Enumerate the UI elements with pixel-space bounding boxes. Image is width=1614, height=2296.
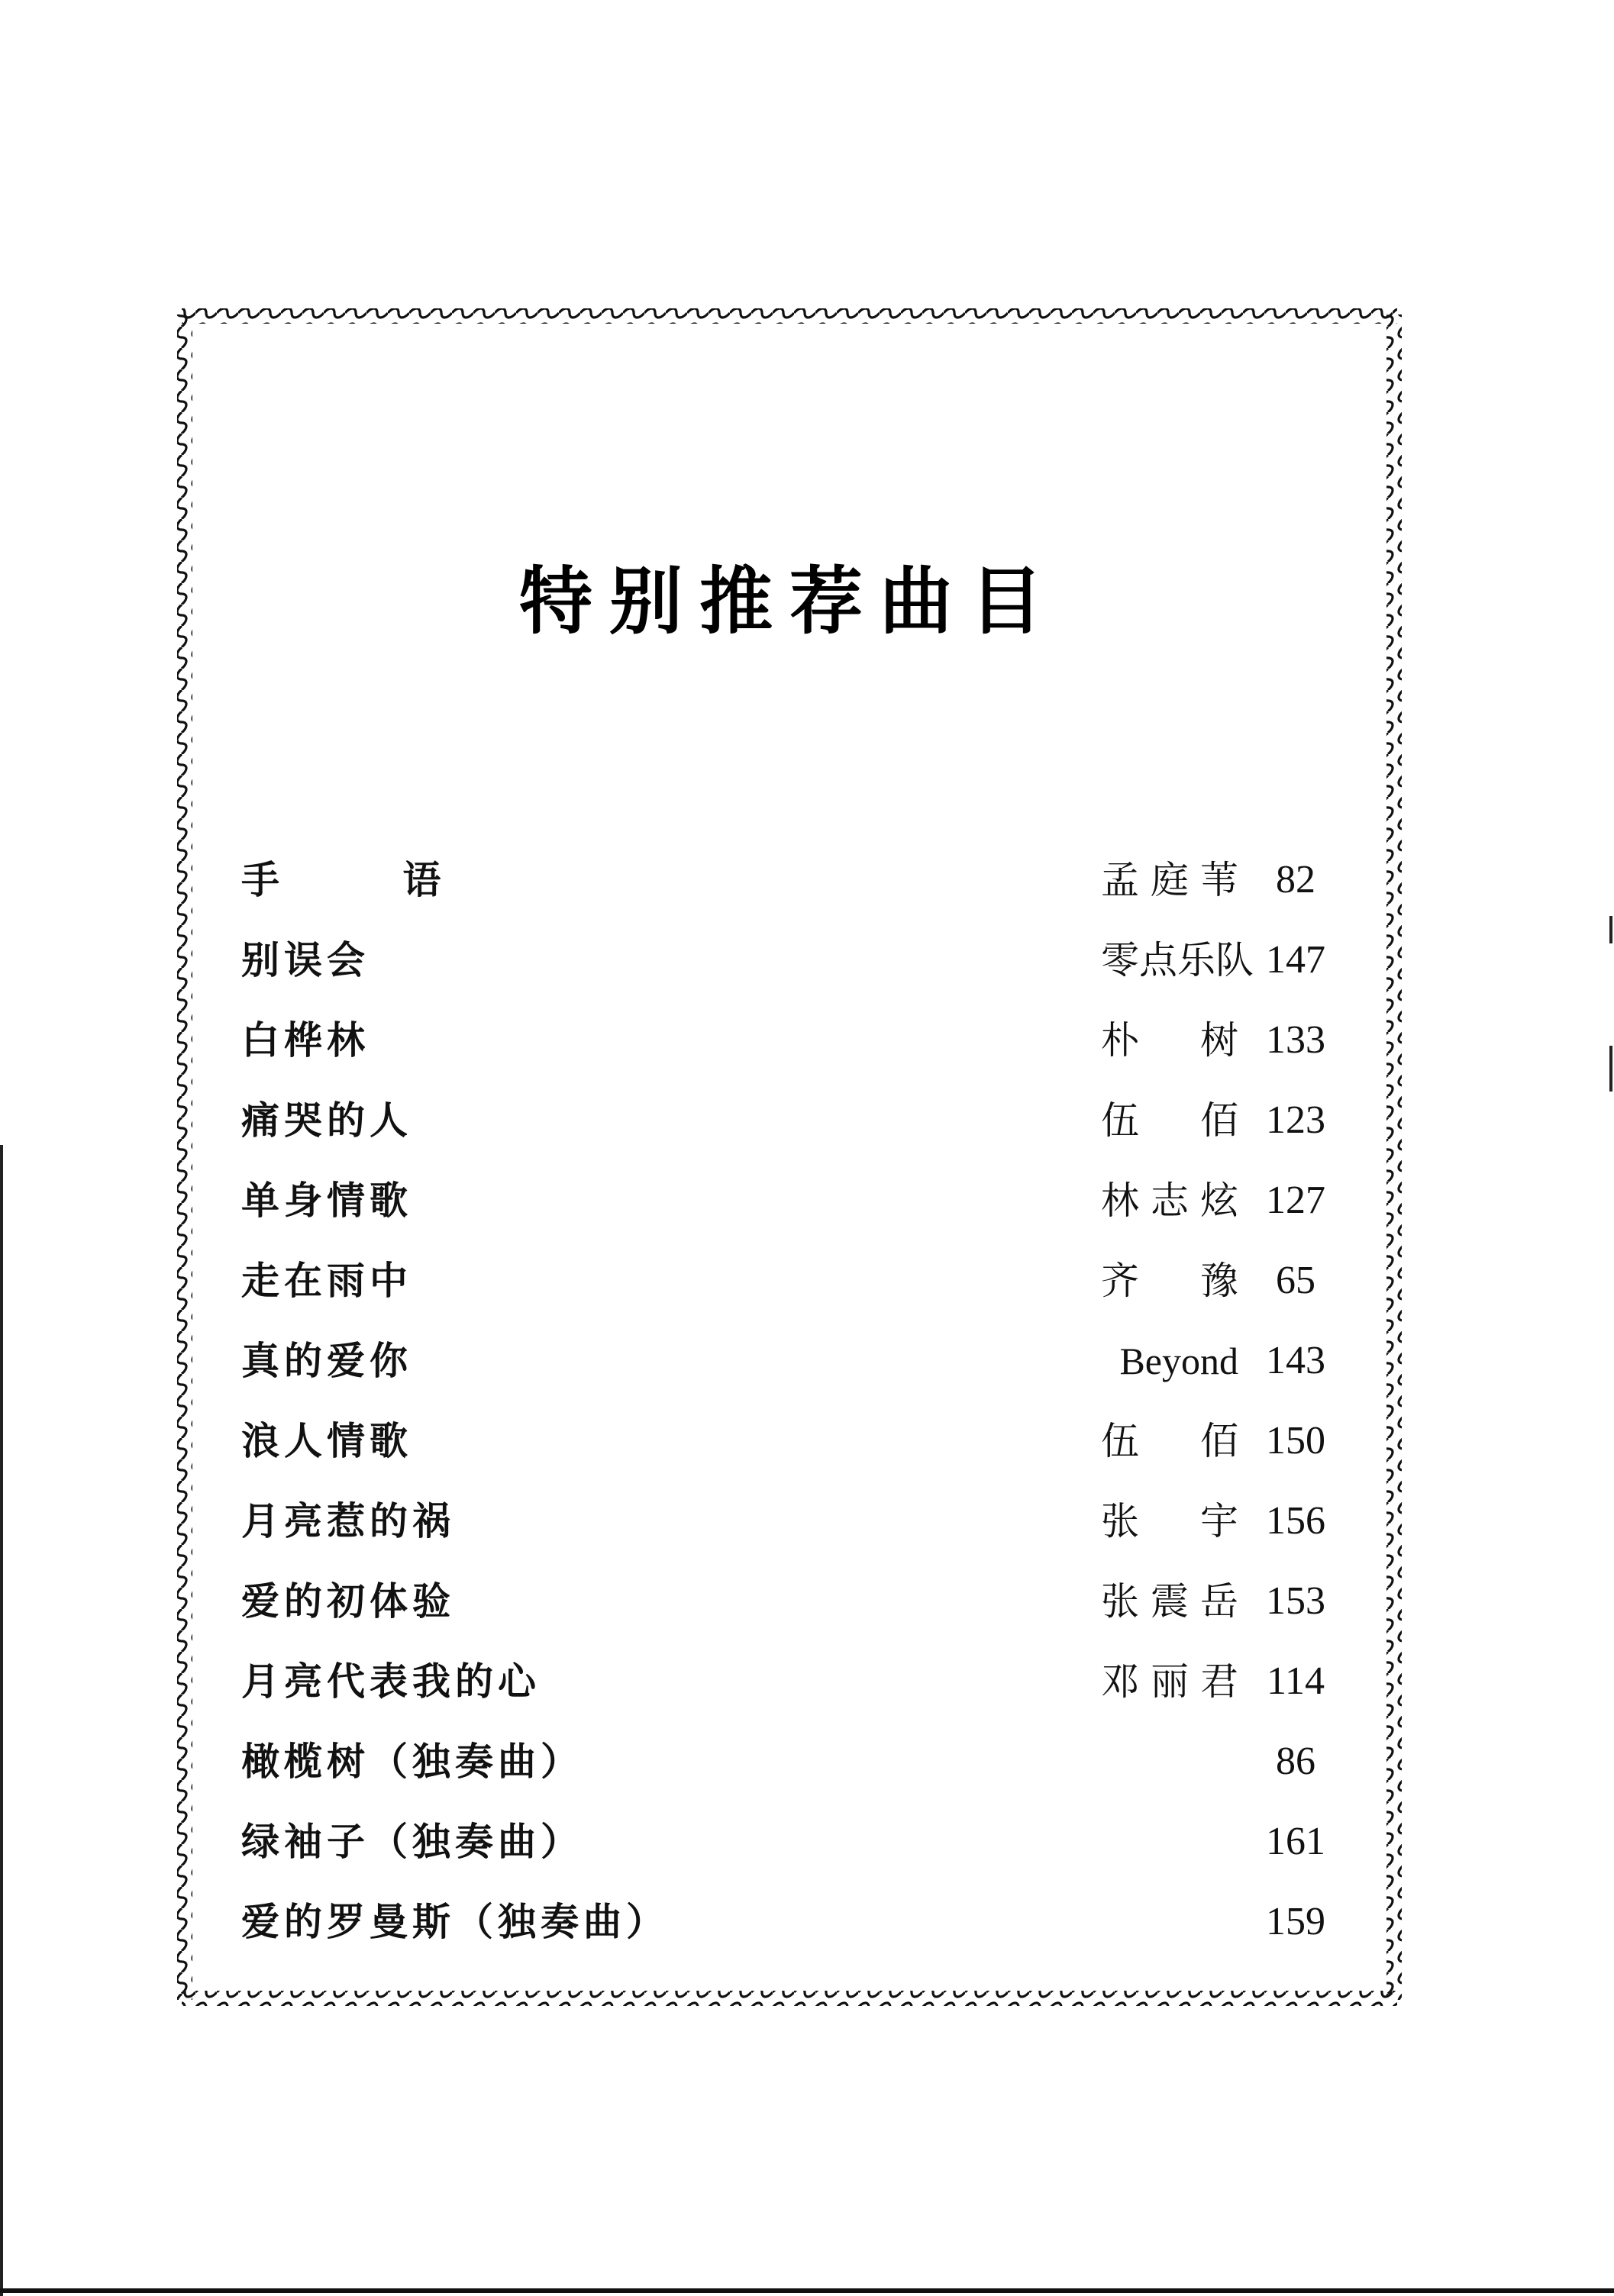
toc-entry-artist: 张 宇 <box>1101 1498 1238 1543</box>
toc-entry-title: 浪人情歌 <box>241 1417 412 1463</box>
dot-leader <box>426 1258 1090 1304</box>
toc-entry-page: 65 <box>1276 1258 1315 1302</box>
dot-leader <box>728 1899 1179 1945</box>
toc-entry-page: 161 <box>1266 1819 1325 1863</box>
toc-entry-page: 143 <box>1266 1338 1325 1382</box>
toc-entry-title: 痛哭的人 <box>241 1097 412 1143</box>
table-of-contents <box>241 840 1353 1962</box>
toc-entry[interactable] <box>241 1080 1353 1160</box>
dot-leader <box>426 1418 1090 1464</box>
toc-entry-title: 橄榄树（独奏曲） <box>241 1738 583 1784</box>
dot-leader <box>383 1017 1090 1063</box>
toc-entry-page: 133 <box>1266 1017 1325 1062</box>
toc-entry-artist: 齐 豫 <box>1101 1258 1238 1303</box>
toc-entry-page: 153 <box>1266 1578 1325 1623</box>
dot-leader <box>612 1739 1179 1785</box>
toc-entry-page: 114 <box>1266 1659 1325 1703</box>
dot-leader <box>383 937 1090 983</box>
toc-entry[interactable] <box>241 1321 1353 1401</box>
toc-entry-title: 走在雨中 <box>241 1257 412 1303</box>
scan-edge-left <box>0 1145 3 2296</box>
toc-entry-title: 月亮代表我的心 <box>241 1658 541 1704</box>
toc-entry-title: 绿袖子（独奏曲） <box>241 1818 583 1864</box>
dot-leader <box>426 1098 1090 1143</box>
scan-mark <box>1609 916 1612 943</box>
toc-entry-title: 爱的罗曼斯（独奏曲） <box>241 1898 669 1944</box>
toc-entry[interactable] <box>241 1882 1353 1962</box>
toc-entry[interactable] <box>241 1801 1353 1882</box>
toc-entry-title: 单身情歌 <box>241 1177 412 1223</box>
dot-leader <box>499 1578 1090 1624</box>
dot-leader <box>499 1498 1090 1544</box>
toc-entry-title: 爱的初体验 <box>241 1578 455 1624</box>
dot-leader <box>463 1338 1083 1384</box>
toc-entry[interactable] <box>241 920 1353 1000</box>
toc-entry-artist: 孟庭苇 <box>1101 857 1238 902</box>
toc-entry-page: 82 <box>1276 857 1315 901</box>
toc-entry-artist: Beyond <box>1119 1339 1238 1382</box>
scan-mark <box>1609 1046 1612 1092</box>
toc-entry-artist: 林志炫 <box>1101 1178 1238 1223</box>
toc-entry[interactable] <box>241 1721 1353 1801</box>
page-title: 特别推荐曲目 <box>519 559 1060 644</box>
toc-entry-title: 手 语 <box>241 856 496 902</box>
dot-leader <box>573 1659 1090 1704</box>
toc-entry[interactable] <box>241 1561 1353 1641</box>
toc-entry-artist: 伍 佰 <box>1101 1418 1238 1463</box>
scan-edge-bottom <box>0 2288 1614 2293</box>
toc-entry[interactable] <box>241 840 1353 920</box>
toc-entry-title: 别误会 <box>241 937 370 982</box>
toc-entry[interactable] <box>241 1641 1353 1721</box>
toc-entry[interactable] <box>241 1481 1353 1561</box>
dot-leader <box>509 857 1090 903</box>
toc-entry-artist: 伍 佰 <box>1101 1098 1238 1143</box>
toc-entry-title: 真的爱你 <box>241 1337 412 1383</box>
toc-entry[interactable] <box>241 1401 1353 1481</box>
toc-entry-title: 月亮惹的祸 <box>241 1498 455 1543</box>
toc-entry-page: 150 <box>1266 1418 1325 1462</box>
toc-entry-artist: 朴 树 <box>1101 1017 1238 1063</box>
toc-entry-page: 159 <box>1266 1899 1325 1943</box>
dot-leader <box>612 1819 1179 1865</box>
toc-entry-artist: 零点乐队 <box>1101 937 1254 982</box>
toc-entry-artist: 邓丽君 <box>1101 1659 1238 1704</box>
toc-entry-page: 156 <box>1266 1498 1325 1543</box>
toc-entry[interactable] <box>241 1000 1353 1080</box>
dot-leader <box>426 1178 1090 1224</box>
toc-entry-page: 147 <box>1266 937 1325 982</box>
toc-entry-artist: 张震岳 <box>1101 1578 1238 1624</box>
toc-entry[interactable] <box>241 1160 1353 1240</box>
toc-entry-title: 白桦林 <box>241 1017 370 1063</box>
toc-entry[interactable] <box>241 1240 1353 1321</box>
toc-entry-page: 123 <box>1266 1098 1325 1142</box>
toc-entry-page: 127 <box>1266 1178 1325 1222</box>
toc-entry-page: 86 <box>1276 1739 1315 1783</box>
